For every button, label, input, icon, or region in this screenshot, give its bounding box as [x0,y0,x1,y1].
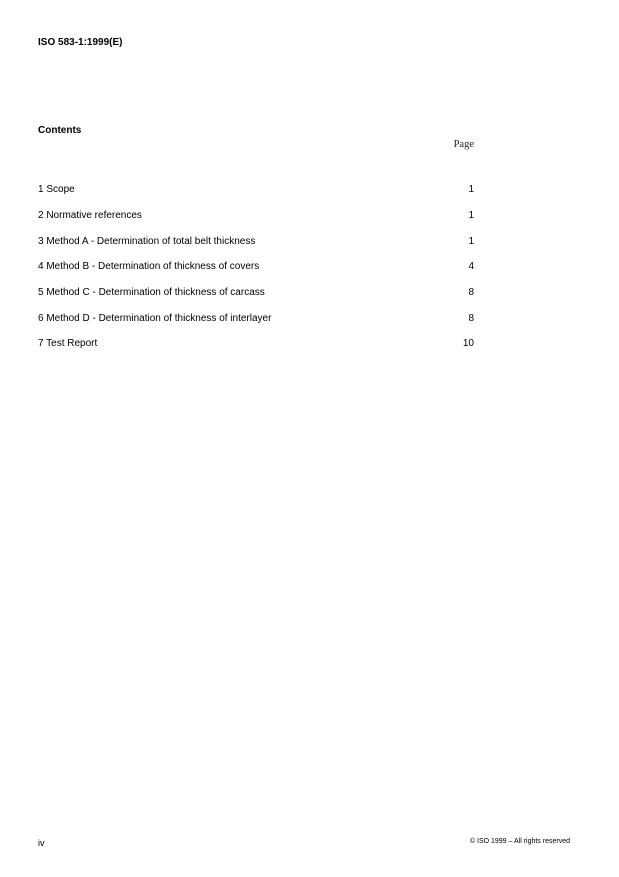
toc-entry-label: 1 Scope [38,184,75,195]
contents-heading: Contents [38,125,82,136]
toc-entry-label: 5 Method C - Determination of thickness of carcass [38,287,265,298]
page-column-label: Page [453,139,474,150]
toc-entry[interactable] [38,287,474,301]
toc-entry-page: 1 [468,184,474,195]
toc-entry[interactable] [38,313,474,327]
toc-entry-label: 6 Method D - Determination of thickness of interlayer [38,313,272,324]
document-id: ISO 583-1:1999(E) [38,37,123,48]
toc-entry[interactable] [38,236,474,250]
toc-entry-page: 1 [468,210,474,221]
toc-entry-page: 8 [468,313,474,324]
toc-entry-page: 10 [462,338,474,349]
toc-entry[interactable] [38,338,474,352]
toc-entry[interactable] [38,261,474,275]
footer-page-number: iv [38,838,45,848]
toc-entry-label: 4 Method B - Determination of thickness of covers [38,261,260,272]
toc-entry-label: 3 Method A - Determination of total belt thickness [38,236,256,247]
toc-entry-page: 4 [468,261,474,272]
toc-entry-page: 8 [468,287,474,298]
toc-entry-label: 2 Normative references [38,210,142,221]
toc-entry-label: 7 Test Report [38,338,98,349]
toc-entry[interactable] [38,184,474,198]
toc-entry-page: 1 [468,236,474,247]
toc-entry[interactable] [38,210,474,224]
footer-copyright: © ISO 1999 – All rights reserved [469,838,570,845]
